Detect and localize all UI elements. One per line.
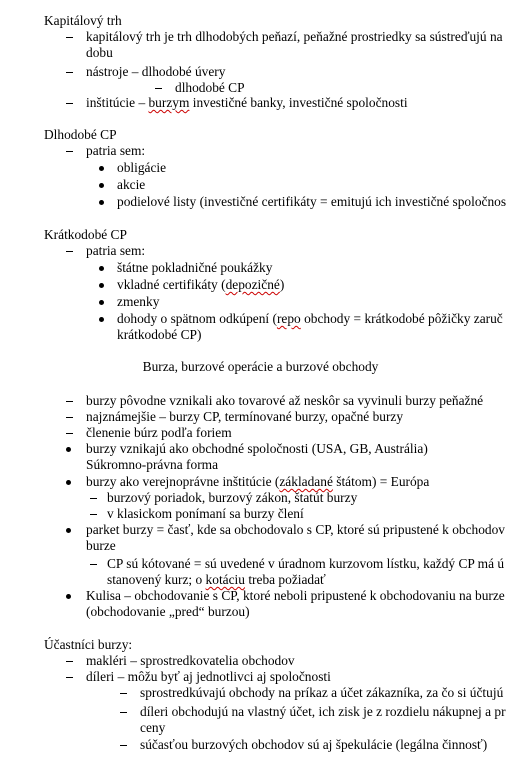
list-item-text: Súkromno-právna forma (86, 457, 219, 472)
text-run: investičné banky, investičné spoločnosti (189, 95, 408, 110)
text-run: treba požiadať (244, 572, 326, 587)
list-item-text (117, 311, 503, 327)
list-item-text: akcie (117, 177, 146, 192)
text-run: dohody o spätnom odkúpení ( (117, 311, 277, 326)
text-run: obchody = krátkodobé pôžičky zaruč (300, 311, 503, 326)
spellcheck-word: základané (279, 474, 333, 489)
dash-bullet (66, 37, 73, 38)
section-heading-burza: Burza, burzové operácie a burzové obchody (142, 359, 379, 374)
list-item-text: podielové listy (investičné certifikáty = emitujú ich investičné spoločnos (117, 194, 507, 209)
list-item-text: členenie búrz podľa foriem (86, 425, 232, 440)
list-item-text: krátkodobé CP) (117, 327, 202, 342)
list-item-text: sprostredkúvajú obchody na príkaz a účet zákazníka, za čo si účtujú (140, 685, 504, 700)
spellcheck-word: depozičné (225, 277, 280, 292)
section-title-dlhodobe-cp: Dlhodobé CP (44, 127, 117, 142)
dot-bullet (66, 528, 71, 533)
list-item-text: dlhodobé CP (175, 80, 245, 95)
dot-bullet (99, 283, 104, 288)
list-item-text: parket burzy = časť, kde sa obchodovalo s CP, ktoré sú pripustené k obchodov (86, 522, 505, 537)
dash-bullet (120, 712, 127, 713)
text-run: vkladné certifikáty ( (117, 277, 226, 292)
spellcheck-word: burzym (148, 95, 190, 110)
list-item-text: CP sú kótované = sú uvedené v úradnom kurzovom lístku, každý CP má ú (107, 556, 505, 571)
dot-bullet (99, 300, 104, 305)
dash-bullet (120, 693, 127, 694)
dash-bullet (155, 88, 162, 89)
list-item-text: najznámejšie – burzy CP, termínované burzy, opačné burzy (86, 409, 404, 424)
spellcheck-word: kotáciu (205, 572, 245, 587)
spellcheck-word: repo (276, 311, 301, 326)
dash-bullet (66, 433, 73, 434)
section-title-kratkodobe-cp: Krátkodobé CP (44, 227, 127, 242)
dash-bullet (66, 661, 73, 662)
text-run: inštitúcie – (86, 95, 149, 110)
text-run: stanovený kurz; o (107, 572, 206, 587)
dot-bullet (99, 183, 104, 188)
list-item-text: díleri – môžu byť aj jednotlivci aj spoločnosti (86, 669, 331, 684)
dash-bullet (90, 564, 97, 565)
list-item-text: dobu (86, 45, 113, 60)
list-item-text: kapitálový trh je trh dlhodobých peňazí, peňažné prostriedky sa sústreďujú na (86, 29, 503, 44)
list-item-text: díleri obchodujú na vlastný účet, ich zisk je z rozdielu nákupnej a pr (140, 704, 506, 719)
dash-bullet (66, 401, 73, 402)
list-item-text: patria sem: (86, 243, 146, 258)
dot-bullet (99, 317, 104, 322)
list-item-text: (obchodovanie „pred“ burzou) (86, 604, 250, 619)
dot-bullet (99, 200, 104, 205)
dash-bullet (66, 72, 73, 73)
list-item-text: Kulisa – obchodovanie s CP, ktoré neboli pripustené k obchodovaniu na burze (86, 588, 505, 603)
dot-bullet (66, 594, 71, 599)
dash-bullet (66, 677, 73, 678)
dash-bullet (120, 745, 127, 746)
list-item-text: patria sem: (86, 143, 146, 158)
list-item-text: zmenky (117, 294, 160, 309)
list-item-text (117, 277, 284, 293)
list-item-text: v klasickom ponímaní sa burzy člení (107, 506, 304, 521)
list-item-text: ceny (140, 720, 166, 735)
dash-bullet (66, 151, 73, 152)
list-item-text: makléri – sprostredkovatelia obchodov (86, 653, 295, 668)
list-item-text: štátne pokladničné poukážky (117, 260, 273, 275)
dash-bullet (66, 251, 73, 252)
list-item-text (86, 95, 408, 111)
list-item-text: súčasťou burzových obchodov sú aj špekulácie (legálna činnosť) (140, 737, 488, 752)
list-item-text: obligácie (117, 160, 167, 175)
dot-bullet (99, 266, 104, 271)
list-item-text: burzy pôvodne vznikali ako tovarové až neskôr sa vyvinuli burzy peňažné (86, 393, 484, 408)
section-title-ucastnici-burzy: Účastníci burzy: (44, 637, 133, 652)
dash-bullet (90, 514, 97, 515)
text-run: štátom) = Európa (332, 474, 430, 489)
dash-bullet (66, 103, 73, 104)
text-run: ) (279, 277, 285, 292)
dot-bullet (99, 166, 104, 171)
list-item-text: burze (86, 538, 116, 553)
list-item-text (107, 572, 326, 588)
dash-bullet (90, 498, 97, 499)
text-run: burzy ako verejnoprávne inštitúcie ( (86, 474, 280, 489)
section-title-kapitalovy-trh: Kapitálový trh (44, 13, 122, 28)
list-item-text: burzy vznikajú ako obchodné spoločnosti (USA, GB, Austrália) (86, 441, 428, 456)
dot-bullet (66, 447, 71, 452)
list-item-text (86, 474, 429, 490)
dot-bullet (66, 480, 71, 485)
list-item-text: nástroje – dlhodobé úvery (86, 64, 226, 79)
list-item-text: burzový poriadok, burzový zákon, štatút burzy (107, 490, 358, 505)
dash-bullet (66, 417, 73, 418)
